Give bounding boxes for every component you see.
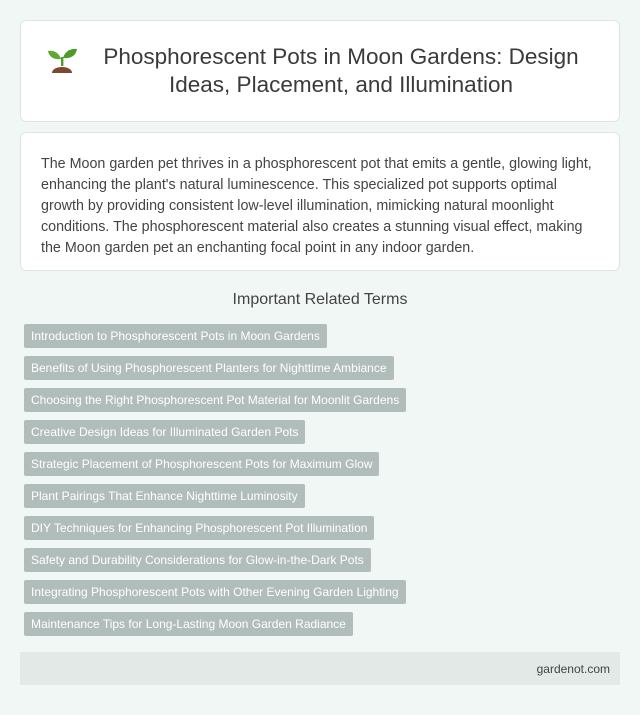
term-tag[interactable]: Plant Pairings That Enhance Nighttime Luminosity	[24, 484, 305, 508]
title-card	[20, 20, 620, 122]
footer	[20, 652, 620, 685]
related-terms-list	[24, 324, 616, 644]
term-tag[interactable]: Benefits of Using Phosphorescent Planters for Nighttime Ambiance	[24, 356, 394, 380]
term-tag[interactable]: DIY Techniques for Enhancing Phosphorescent Pot Illumination	[24, 516, 374, 540]
term-tag[interactable]: Introduction to Phosphorescent Pots in Moon Gardens	[24, 324, 327, 348]
intro-paragraph: The Moon garden pet thrives in a phosphorescent pot that emits a gentle, glowing light, enhancing the plant's natural luminescence. This specialized pot supports optimal growth by providing consistent low-level illumination, mimicking natural moonlight conditions. The phosphorescent material also creates a stunning visual effect, making the Moon garden pet an enchanting focal point in any indoor garden.	[41, 156, 592, 256]
title-wrap	[40, 43, 600, 99]
page-title: Phosphorescent Pots in Moon Gardens: Design Ideas, Placement, and Illumination	[103, 44, 579, 97]
footer-site-name: gardenot.com	[536, 661, 610, 676]
term-tag[interactable]: Choosing the Right Phosphorescent Pot Material for Moonlit Gardens	[24, 388, 406, 412]
term-tag[interactable]: Maintenance Tips for Long-Lasting Moon Garden Radiance	[24, 612, 353, 636]
term-tag[interactable]: Safety and Durability Considerations for Glow-in-the-Dark Pots	[24, 548, 371, 572]
term-tag[interactable]: Strategic Placement of Phosphorescent Pots for Maximum Glow	[24, 452, 379, 476]
sprout-icon	[42, 45, 82, 75]
intro-card	[20, 132, 620, 271]
related-terms-heading: Important Related Terms	[232, 291, 408, 308]
term-tag[interactable]: Integrating Phosphorescent Pots with Other Evening Garden Lighting	[24, 580, 406, 604]
term-tag[interactable]: Creative Design Ideas for Illuminated Garden Pots	[24, 420, 305, 444]
